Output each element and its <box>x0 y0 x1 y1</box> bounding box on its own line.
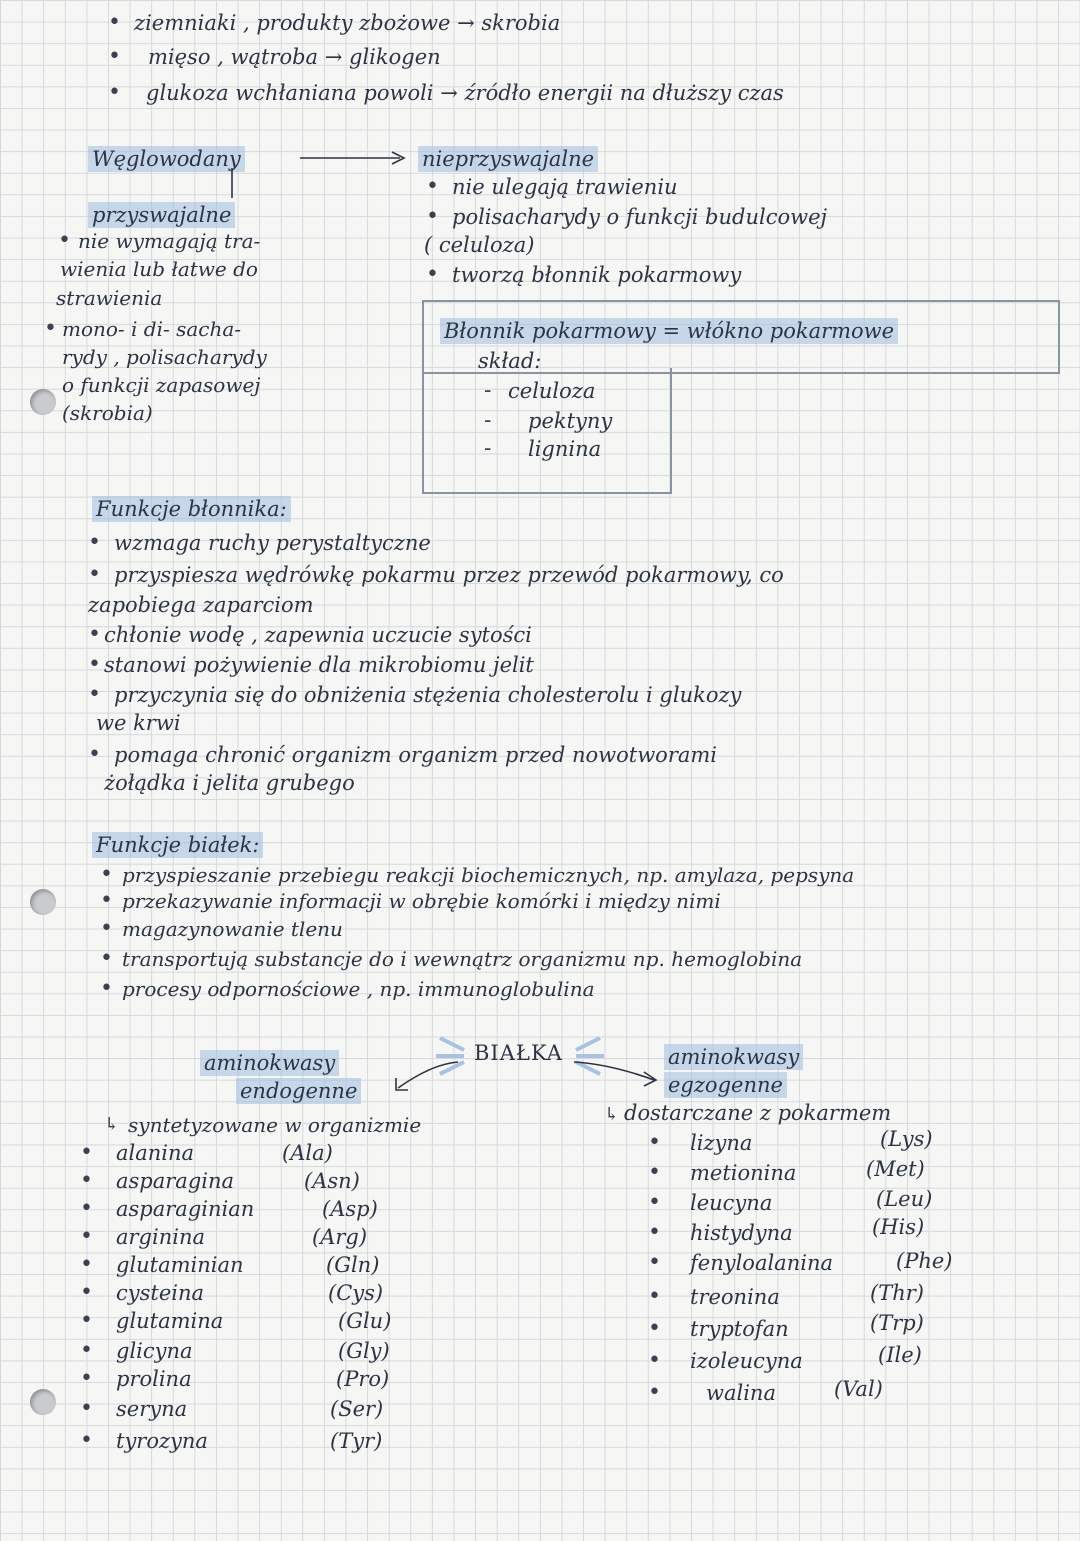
amino-acid-name: cysteina <box>116 1281 205 1305</box>
endogenous-title: aminokwasy <box>200 1050 339 1076</box>
bullet-icon: • <box>426 174 439 199</box>
bullet-icon: • <box>80 1428 93 1453</box>
bullet-icon: • <box>648 1380 661 1405</box>
bullet-icon: • <box>80 1224 93 1249</box>
fiber-function-line: żołądka i jelita grubego <box>104 771 355 795</box>
bullet-icon: • <box>426 204 439 229</box>
fiber-function-line: pomaga chronić organizm organizm przed nowotworami <box>114 743 718 767</box>
exogenous-note: dostarczane z pokarmem <box>624 1101 892 1125</box>
carbs-title: Węglowodany <box>88 146 245 172</box>
dash-icon: - <box>484 408 492 433</box>
bullet-icon: • <box>80 1280 93 1305</box>
bullet-icon: • <box>88 652 101 677</box>
amino-acid-code: (Ile) <box>878 1343 922 1367</box>
digestible-line: wienia lub łatwe do <box>60 257 258 281</box>
digestible-line: o funkcji zapasowej <box>62 373 261 397</box>
amino-acid-code: (Val) <box>834 1377 883 1401</box>
amino-acid-name: lizyna <box>690 1131 753 1155</box>
protein-function-line: transportują substancje do i wewnątrz organizmu np. hemoglobina <box>122 947 803 971</box>
fiber-function-line: chłonie wodę , zapewnia uczucie sytości <box>104 623 532 647</box>
top-line: glukoza wchłaniana powoli → źródło energii na dłuższy czas <box>146 81 784 105</box>
bullet-icon: • <box>100 946 113 971</box>
amino-acid-code: (Leu) <box>876 1187 933 1211</box>
amino-acid-name: arginina <box>116 1225 206 1249</box>
digestible-line: strawienia <box>56 286 163 310</box>
amino-acid-code: (Ala) <box>282 1141 333 1165</box>
bullet-icon: • <box>648 1220 661 1245</box>
amino-acid-name: asparaginian <box>116 1197 255 1221</box>
amino-acid-code: (Lys) <box>880 1127 933 1151</box>
protein-function-line: magazynowanie tlenu <box>122 917 343 941</box>
dash-icon: - <box>484 378 492 403</box>
indigestible-line: polisacharydy o funkcji budulcowej <box>452 205 828 229</box>
protein-function-line: przyspieszanie przebiegu reakcji biochemicznych, np. amylaza, pepsyna <box>122 863 855 887</box>
fiber-item: celuloza <box>508 379 596 403</box>
bullet-icon: • <box>88 682 101 707</box>
fiber-function-line: we krwi <box>96 711 181 735</box>
amino-acid-name: seryna <box>116 1397 188 1421</box>
amino-acid-code: (Cys) <box>328 1281 384 1305</box>
arrow-left-down-icon <box>392 1058 462 1098</box>
bullet-icon: • <box>88 742 101 767</box>
fiber-item: pektyny <box>528 409 613 433</box>
arrow-right-down-icon <box>570 1058 660 1098</box>
bullet-icon: • <box>648 1348 661 1373</box>
amino-acid-code: (Phe) <box>896 1249 953 1273</box>
bullet-icon: • <box>88 562 101 587</box>
bullet-icon: • <box>44 316 57 341</box>
bullet-icon: • <box>58 228 71 253</box>
endogenous-note: syntetyzowane w organizmie <box>128 1113 422 1137</box>
amino-acid-name: asparagina <box>116 1169 235 1193</box>
hook-arrow-icon: ↳ <box>104 1114 120 1135</box>
bullet-icon: • <box>100 888 113 913</box>
bullet-icon: • <box>648 1316 661 1341</box>
amino-acid-code: (Ser) <box>330 1397 384 1421</box>
bullet-icon: • <box>100 976 113 1001</box>
binder-hole-icon <box>30 389 56 415</box>
protein-functions-title: Funkcje białek: <box>92 832 263 858</box>
amino-acid-name: glutaminian <box>116 1253 244 1277</box>
fiber-function-line: stanowi pożywienie dla mikrobiomu jelit <box>104 653 534 677</box>
bullet-icon: • <box>108 10 121 35</box>
amino-acid-code: (Asn) <box>304 1169 360 1193</box>
bullet-icon: • <box>648 1130 661 1155</box>
digestible-title: przyswajalne <box>88 202 235 228</box>
fiber-composition-label: skład: <box>478 349 542 373</box>
hook-arrow-icon: ↳ <box>604 1104 620 1125</box>
amino-acid-name: fenyloalanina <box>690 1251 833 1275</box>
amino-acid-name: walina <box>706 1381 776 1405</box>
fiber-function-line: wzmaga ruchy perystaltyczne <box>114 531 431 555</box>
top-line: mięso , wątroba → glikogen <box>148 45 441 69</box>
binder-hole-icon <box>30 889 56 915</box>
arrow-right-icon <box>300 148 420 168</box>
digestible-line: nie wymagają tra- <box>78 229 261 253</box>
amino-acid-name: glicyna <box>116 1339 193 1363</box>
indigestible-line: nie ulegają trawieniu <box>452 175 678 199</box>
indigestible-line: ( celuloza) <box>424 233 535 257</box>
bullet-icon: • <box>80 1196 93 1221</box>
amino-acid-name: leucyna <box>690 1191 773 1215</box>
fiber-function-line: przyspiesza wędrówkę pokarmu przez przewód pokarmowy, co <box>114 563 784 587</box>
amino-acid-name: treonina <box>690 1285 780 1309</box>
bullet-icon: • <box>80 1252 93 1277</box>
digestible-line: rydy , polisacharydy <box>62 345 267 369</box>
bullet-icon: • <box>80 1140 93 1165</box>
amino-acid-name: tryptofan <box>690 1317 789 1341</box>
bullet-icon: • <box>80 1396 93 1421</box>
bullet-icon: • <box>88 530 101 555</box>
amino-acid-name: alanina <box>116 1141 195 1165</box>
amino-acid-name: prolina <box>116 1367 192 1391</box>
bullet-icon: • <box>426 262 439 287</box>
indigestible-title: nieprzyswajalne <box>418 146 598 172</box>
amino-acid-name: glutamina <box>116 1309 224 1333</box>
fiber-item: lignina <box>528 437 602 461</box>
bullet-icon: • <box>100 862 113 887</box>
amino-acid-name: tyrozyna <box>116 1429 208 1453</box>
digestible-line: (skrobia) <box>62 401 153 425</box>
amino-acid-code: (Pro) <box>336 1367 390 1391</box>
indigestible-line: tworzą błonnik pokarmowy <box>452 263 742 287</box>
bullet-icon: • <box>648 1284 661 1309</box>
amino-acid-code: (Gln) <box>326 1253 380 1277</box>
exogenous-title: aminokwasy <box>664 1044 803 1070</box>
exogenous-subtitle: egzogenne <box>664 1072 787 1098</box>
digestible-line: mono- i di- sacha- <box>62 317 242 341</box>
bullet-icon: • <box>108 80 121 105</box>
bullet-icon: • <box>80 1168 93 1193</box>
protein-function-line: przekazywanie informacji w obrębie komórki i między nimi <box>122 889 721 913</box>
protein-function-line: procesy odpornościowe , np. immunoglobulina <box>122 977 595 1001</box>
amino-acid-code: (His) <box>872 1215 925 1239</box>
amino-acid-code: (Glu) <box>338 1309 392 1333</box>
binder-hole-icon <box>30 1389 56 1415</box>
amino-acid-code: (Asp) <box>322 1197 378 1221</box>
proteins-center-label: BIAŁKA <box>474 1041 563 1065</box>
bullet-icon: • <box>88 622 101 647</box>
top-line: ziemniaki , produkty zbożowe → skrobia <box>134 11 561 35</box>
bullet-icon: • <box>80 1308 93 1333</box>
fiber-function-line: zapobiega zaparciom <box>88 593 314 617</box>
dash-icon: - <box>484 436 492 461</box>
fiber-box-title: Błonnik pokarmowy = włókno pokarmowe <box>440 318 898 344</box>
bullet-icon: • <box>100 916 113 941</box>
amino-acid-name: histydyna <box>690 1221 793 1245</box>
amino-acid-code: (Thr) <box>870 1281 924 1305</box>
bullet-icon: • <box>648 1160 661 1185</box>
amino-acid-name: metionina <box>690 1161 797 1185</box>
amino-acid-code: (Gly) <box>338 1339 390 1363</box>
amino-acid-code: (Tyr) <box>330 1429 383 1453</box>
bullet-icon: • <box>108 44 121 69</box>
amino-acid-name: izoleucyna <box>690 1349 803 1373</box>
endogenous-subtitle: endogenne <box>236 1078 361 1104</box>
bullet-icon: • <box>80 1366 93 1391</box>
bullet-icon: • <box>648 1190 661 1215</box>
bullet-icon: • <box>80 1338 93 1363</box>
amino-acid-code: (Met) <box>866 1157 925 1181</box>
amino-acid-code: (Trp) <box>870 1311 924 1335</box>
bullet-icon: • <box>648 1250 661 1275</box>
amino-acid-code: (Arg) <box>312 1225 368 1249</box>
fiber-functions-title: Funkcje błonnika: <box>92 496 291 522</box>
fiber-function-line: przyczynia się do obniżenia stężenia cholesterolu i glukozy <box>114 683 742 707</box>
